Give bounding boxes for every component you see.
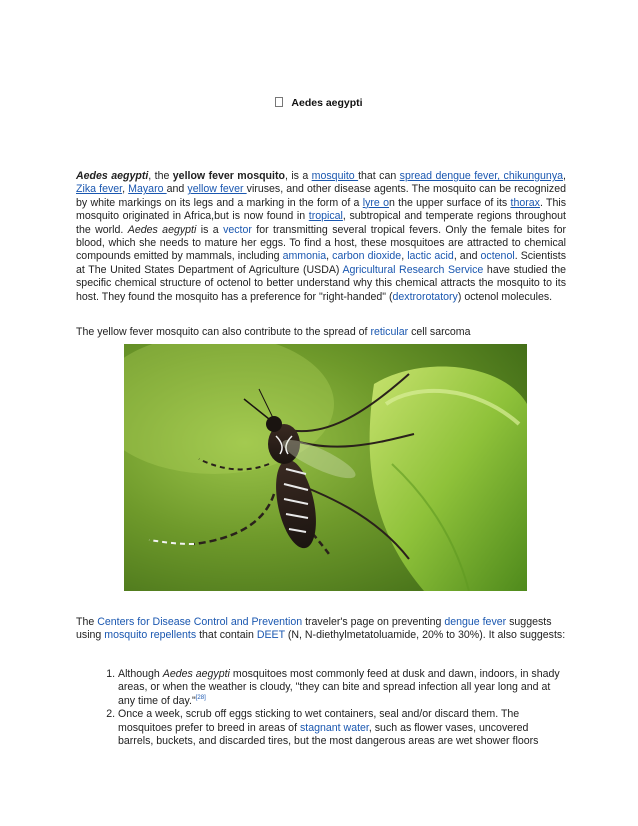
link-mayaro[interactable]: Mayaro [128, 183, 167, 196]
link-mosquito-repellents[interactable]: mosquito repellents [104, 629, 197, 642]
link-dengue-fever[interactable]: engue fever, [441, 170, 504, 182]
list-item: 2. Once a week, scrub off eggs sticking to wet containers, seal and/or discard them. The mosquitoes prefer to breed in areas of stagnant water, such as flower vases, uncovered barrels, buckets, and discarded tires, but the most dangerous areas are wet shower floors [118, 708, 566, 748]
link-ammonia[interactable]: ammonia [282, 250, 327, 263]
species-name-italic: Aedes aegypti [127, 223, 197, 236]
tips-list [76, 668, 566, 748]
missing-glyph-icon [275, 97, 283, 107]
link-vector[interactable]: vector [223, 223, 252, 236]
mosquito-on-leaf-illustration [124, 344, 527, 591]
link-reticular[interactable]: reticular [370, 326, 409, 338]
citation-link[interactable]: [28] [195, 694, 206, 701]
link-dengue-fever-cdc[interactable]: dengue fever [444, 616, 507, 628]
list-item: 1. Although Aedes aegypti mosquitoes most commonly feed at dusk and dawn, indoors, in shady areas, or when the weather is cloudy, "they can bite and spread infection all year long and at any time of day."[28] [118, 668, 566, 708]
common-name: yellow fever mosquito [172, 170, 285, 182]
link-deet[interactable]: DEET [256, 629, 285, 642]
intro-paragraph: Aedes aegypti, the yellow fever mosquito, is a mosquito that can spread dengue fever, chikungunya, Zika fever, Mayaro and yellow fever viruses, and other disease agents. The mosquito can be recognized by white markings on its legs and a marking in the form of a lyre on the upper surface of its thorax. This mosquito originated in Africa,but is now found in tropical, subtropical and temperate regions throughout the world. Aedes aegypti is a vector for transmitting several tropical fevers. Only the female bites for blood, which she needs to mature her eggs. To find a host, these mosquitoes are attracted to chemical compounds emitted by mammals, including ammonia, carbon dioxide, lactic acid, and octenol. Scientists at The United States Department of Agriculture (USDA) Agricultural Research Service have studied the specific chemical structure of octenol to better understand why this chemical attracts the mosquito to its host. They found the mosquito has a preference for "right-handed" (dextrorotatory) octenol molecules. [76, 170, 567, 303]
page-title-row [0, 97, 638, 109]
link-mosquito[interactable]: mosquito [311, 170, 359, 182]
sarcoma-paragraph: The yellow fever mosquito can also contribute to the spread of reticular cell sarcoma [76, 326, 471, 338]
page-title: Aedes aegypti [291, 97, 363, 109]
link-zika-fever[interactable]: Zika fever [76, 183, 123, 196]
species-name-italic: Aedes aegypti [162, 668, 230, 680]
link-tropical[interactable]: tropical [308, 210, 343, 223]
species-name: Aedes aegypti [76, 170, 149, 182]
link-carbon-dioxide[interactable]: carbon dioxide [332, 250, 402, 263]
link-octenol[interactable]: octenol [480, 250, 515, 263]
link-cdc[interactable]: Centers for Disease Control and Prevention [97, 616, 303, 628]
link-lactic-acid[interactable]: lactic acid [407, 250, 454, 263]
link-spread[interactable]: spread d [399, 170, 442, 182]
link-chikungunya[interactable]: chikungunya [503, 170, 564, 182]
cdc-paragraph: The Centers for Disease Control and Prevention traveler's page on preventing dengue fever suggests using mosquito repellents that contain DEET (N, N-diethylmetatoluamide, 20% to 30%). It also suggests: [76, 616, 566, 642]
link-agricultural-research-service[interactable]: Agricultural Research Service [342, 263, 484, 276]
mosquito-photo [124, 344, 527, 591]
link-stagnant-water[interactable]: stagnant water [299, 721, 369, 734]
link-thorax[interactable]: thorax [510, 196, 540, 209]
link-yellow-fever[interactable]: yellow fever [187, 183, 247, 196]
link-lyre[interactable]: lyre o [362, 196, 389, 209]
link-dextrorotatory[interactable]: dextrorotatory [392, 290, 458, 303]
